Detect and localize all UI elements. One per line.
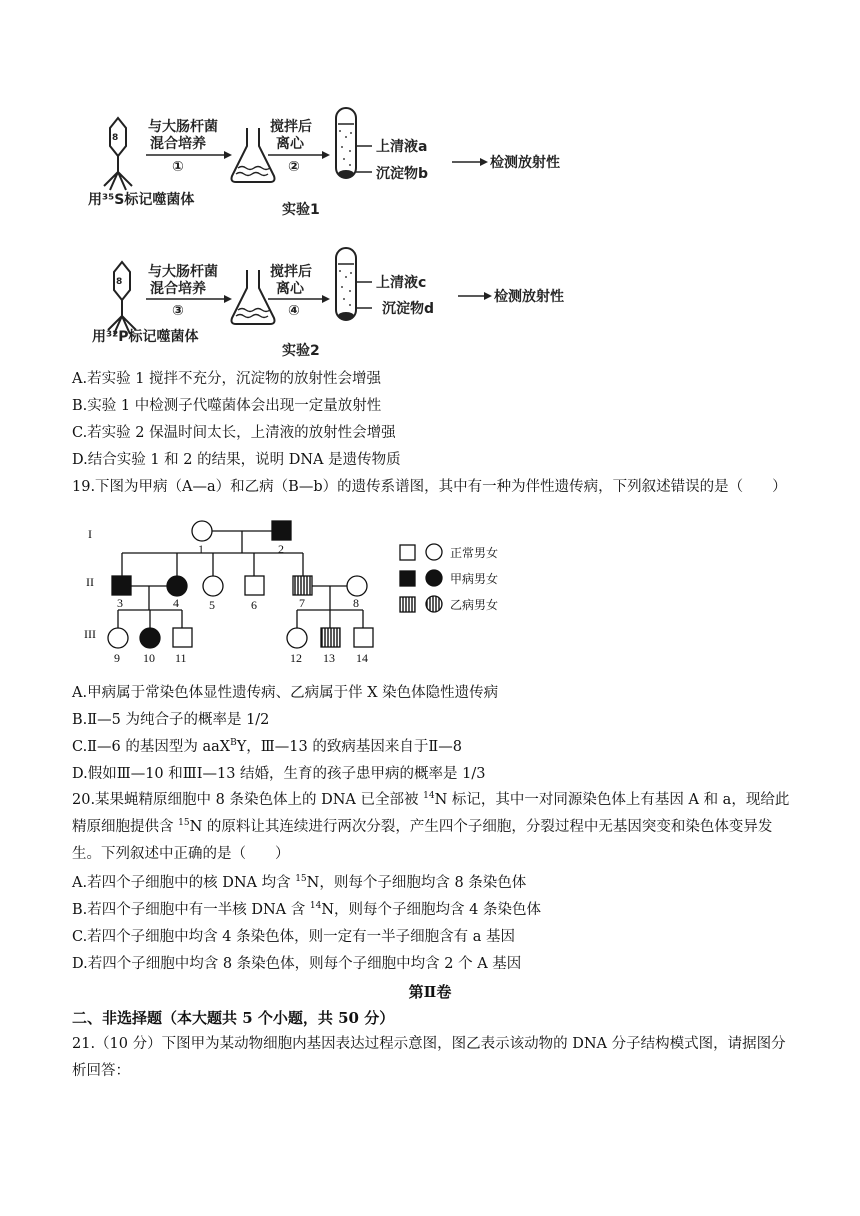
individual-11 <box>173 628 192 647</box>
pedigree-legend <box>400 544 498 612</box>
exp1-step2-top: 搅拌后 <box>270 119 312 135</box>
exp1-caption: 实验1 <box>282 202 320 218</box>
legend-disease-a: 甲病男女 <box>450 572 499 586</box>
label-5: 5 <box>209 598 215 612</box>
exp1-step1-bottom: 混合培养 <box>150 136 206 152</box>
exp2-precipitate: 沉淀物d <box>382 301 435 317</box>
q19-option-a: A.甲病属于常染色体显性遗传病、乙病属于伴 X 染色体隐性遗传病 <box>72 685 499 701</box>
legend-disease-b: 乙病男女 <box>450 598 499 612</box>
q20-option-d: D.若四个子细胞中均含 8 条染色体，则每个子细胞中均含 2 个 A 基因 <box>72 956 522 972</box>
label-10: 10 <box>143 651 155 665</box>
exp1-step2-bottom: 离心 <box>276 136 304 152</box>
individual-1 <box>192 521 212 541</box>
individual-3 <box>112 576 131 595</box>
exp2-phage-label: 用³²P标记噬菌体 <box>92 329 199 345</box>
exp1-step2-num: ② <box>288 159 300 175</box>
section-heading: 二、非选择题（本大题共 5 个小题，共 50 分） <box>72 1009 395 1027</box>
exp1-phage-label: 用³⁵S标记噬菌体 <box>88 192 195 208</box>
label-14: 14 <box>356 651 368 665</box>
svg-text:8: 8 <box>112 133 119 143</box>
individual-8 <box>347 576 367 596</box>
q18-option-b: B.实验 1 中检测子代噬菌体会出现一定量放射性 <box>72 398 382 414</box>
exp2-supernatant: 上清液c <box>376 275 427 291</box>
q20-option-b: B.若四个子细胞中有一半核 DNA 含 $^{14}$N，则每个子细胞均含 4 条染色体 <box>72 901 541 918</box>
individual-7 <box>293 576 312 595</box>
exp2-step2-top: 搅拌后 <box>270 264 312 280</box>
label-13: 13 <box>323 651 335 665</box>
legend-normal: 正常男女 <box>450 546 499 560</box>
q20-option-a: A.若四个子细胞中的核 DNA 均含 $^{15}$N，则每个子细胞均含 8 条染色体 <box>72 874 527 891</box>
individual-12 <box>287 628 307 648</box>
label-7: 7 <box>299 596 305 610</box>
gen-label-2: II <box>86 575 94 589</box>
exp1-precipitate: 沉淀物b <box>376 166 429 182</box>
q18-option-c: C.若实验 2 保温时间太长，上清液的放射性会增强 <box>72 425 396 441</box>
q19-stem: 19.下图为甲病（A—a）和乙病（B—b）的遗传系谱图，其中有一种为伴性遗传病，下列叙述错误的是（ ） <box>72 479 787 495</box>
individual-13 <box>321 628 340 647</box>
individual-10 <box>140 628 160 648</box>
exp1-step1-top: 与大肠杆菌 <box>148 119 218 135</box>
q19-option-b: B.Ⅱ—5 为纯合子的概率是 1/2 <box>72 712 270 728</box>
label-9: 9 <box>114 651 120 665</box>
label-6: 6 <box>251 598 257 612</box>
label-11: 11 <box>175 651 187 665</box>
q21-stem: 21.（10 分）下图甲为某动物细胞内基因表达过程示意图，图乙表示该动物的 DNA 分子结构模式图，请据图分析回答： <box>72 1036 786 1079</box>
q20-stem: 20.某果蝇精原细胞中 8 条染色体上的 DNA 已全部被 $^{14}$N 标记，其中一对同源染色体上有基因 A 和 a，现给此精原细胞提供含 $^{15}$N 的原料让其连续进行两次分裂，产生四个子细胞，分裂过程中无基因突变和染色体变异发生。下列叙述中正确的是（ ） <box>72 791 790 862</box>
centrifuge-tube-icon <box>336 108 356 178</box>
individual-4 <box>167 576 187 596</box>
individual-6 <box>245 576 264 595</box>
label-2: 2 <box>278 542 284 556</box>
exp2-step1-top: 与大肠杆菌 <box>148 264 218 280</box>
exp1-supernatant: 上清液a <box>376 139 428 155</box>
exp2-detect: 检测放射性 <box>494 289 564 305</box>
experiment-2-diagram <box>92 248 564 359</box>
exp1-detect: 检测放射性 <box>490 155 560 171</box>
label-8: 8 <box>353 596 359 610</box>
gen-label-3: III <box>84 627 96 641</box>
phage-icon <box>104 118 132 190</box>
phage-icon <box>108 262 136 334</box>
q18-option-a: A.若实验 1 搅拌不充分，沉淀物的放射性会增强 <box>72 371 382 387</box>
label-1: 1 <box>198 542 204 556</box>
label-3: 3 <box>117 596 123 610</box>
individual-14 <box>354 628 373 647</box>
label-12: 12 <box>290 651 302 665</box>
exp2-caption: 实验2 <box>282 343 320 359</box>
individual-5 <box>203 576 223 596</box>
q18-option-d: D.结合实验 1 和 2 的结果，说明 DNA 是遗传物质 <box>72 452 401 468</box>
experiment-1-diagram <box>88 108 560 218</box>
q20-option-c: C.若四个子细胞中均含 4 条染色体，则一定有一半子细胞含有 a 基因 <box>72 929 515 945</box>
exp2-step1-bottom: 混合培养 <box>150 281 206 297</box>
volume-title: 第Ⅱ卷 <box>408 983 452 1001</box>
gen-label-1: I <box>88 527 92 541</box>
svg-text:8: 8 <box>116 277 123 287</box>
exp2-step2-num: ④ <box>288 303 300 319</box>
centrifuge-tube-icon <box>336 248 356 320</box>
q19-option-d: D.假如Ⅲ—10 和ⅢⅠ—13 结婚，生育的孩子患甲病的概率是 1/3 <box>72 766 486 782</box>
exp2-step1-num: ③ <box>172 303 184 319</box>
individual-9 <box>108 628 128 648</box>
exp2-step2-bottom: 离心 <box>276 281 304 297</box>
exp1-step1-num: ① <box>172 159 184 175</box>
individual-2 <box>272 521 291 540</box>
pedigree-chart <box>84 521 498 665</box>
flask-icon <box>232 270 275 324</box>
q19-option-c: C.Ⅱ—6 的基因型为 aaX$^B$Y，Ⅲ—13 的致病基因来自于Ⅱ—8 <box>72 738 462 755</box>
label-4: 4 <box>173 596 179 610</box>
